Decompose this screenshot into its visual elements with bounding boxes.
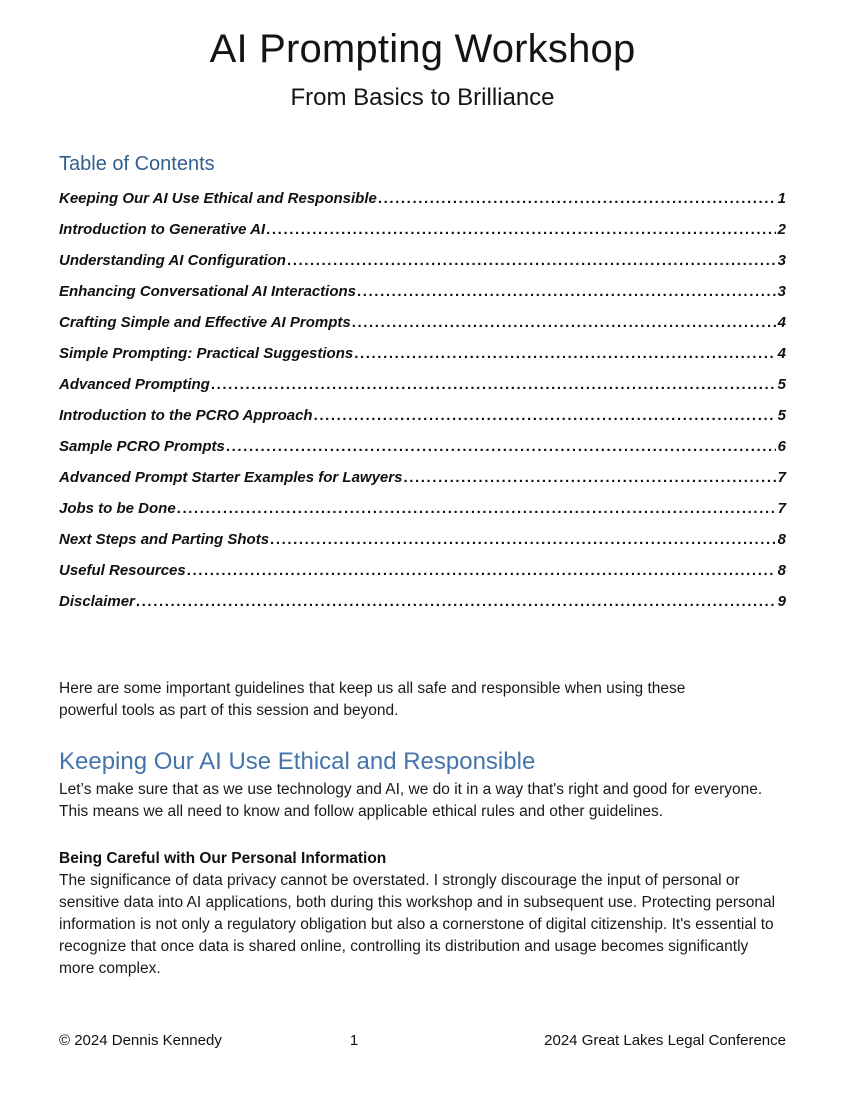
section-heading-ethical-responsible: Keeping Our AI Use Ethical and Responsible	[59, 748, 536, 775]
toc-entry-page-number: 9	[777, 593, 786, 610]
toc-entry-page-number: 8	[777, 562, 786, 579]
toc-entry-page-number: 5	[777, 407, 786, 424]
toc-dot-leader	[352, 315, 776, 330]
toc-entry-label: Keeping Our AI Use Ethical and Responsible	[59, 190, 377, 207]
toc-entry[interactable]	[59, 593, 786, 624]
toc-entry-label: Advanced Prompting	[59, 376, 210, 393]
toc-entry-page-number: 3	[777, 252, 786, 269]
toc-entry-page-number: 5	[777, 376, 786, 393]
toc-dot-leader	[378, 191, 776, 206]
toc-dot-leader	[403, 470, 776, 485]
toc-entry[interactable]	[59, 190, 786, 221]
toc-entry-label: Advanced Prompt Starter Examples for Lawyers	[59, 469, 403, 486]
toc-entry-label: Enhancing Conversational AI Interactions	[59, 283, 356, 300]
toc-dot-leader	[314, 408, 776, 423]
toc-dot-leader	[211, 377, 776, 392]
section-paragraph: Let’s make sure that as we use technology and AI, we do it in a way that's right and good for everyone. This means we all need to know and follow applicable ethical rules and other guidelines.	[59, 780, 763, 820]
toc-dot-leader	[266, 222, 776, 237]
intro-paragraph: Here are some important guidelines that keep us all safe and responsible when using these powerful tools as part of this session and beyond.	[59, 680, 686, 719]
toc-dot-leader	[357, 284, 776, 299]
toc-entry-page-number: 8	[777, 531, 786, 548]
toc-entry-page-number: 7	[777, 469, 786, 486]
toc-entry[interactable]	[59, 500, 786, 531]
toc-entry[interactable]	[59, 438, 786, 469]
table-of-contents-heading: Table of Contents	[59, 153, 215, 175]
toc-entry-label: Crafting Simple and Effective AI Prompts	[59, 314, 351, 331]
subsection-heading-personal-information: Being Careful with Our Personal Information	[59, 849, 387, 867]
toc-entry-label: Understanding AI Configuration	[59, 252, 286, 269]
toc-entry[interactable]	[59, 407, 786, 438]
toc-entry-label: Introduction to Generative AI	[59, 221, 266, 238]
toc-entry[interactable]	[59, 252, 786, 283]
toc-entry[interactable]	[59, 531, 786, 562]
toc-entry-label: Next Steps and Parting Shots	[59, 531, 270, 548]
toc-entry-page-number: 3	[777, 283, 786, 300]
table-of-contents-list	[59, 190, 786, 624]
toc-entry[interactable]	[59, 469, 786, 500]
toc-entry[interactable]	[59, 376, 786, 407]
toc-dot-leader	[226, 439, 776, 454]
toc-entry-page-number: 2	[777, 221, 786, 238]
toc-dot-leader	[177, 501, 776, 516]
toc-entry[interactable]	[59, 314, 786, 345]
toc-dot-leader	[136, 594, 776, 609]
toc-dot-leader	[287, 253, 776, 268]
toc-entry[interactable]	[59, 283, 786, 314]
toc-entry-page-number: 4	[777, 314, 786, 331]
toc-dot-leader	[270, 532, 776, 547]
toc-dot-leader	[354, 346, 776, 361]
toc-entry-label: Useful Resources	[59, 562, 186, 579]
toc-entry-label: Simple Prompting: Practical Suggestions	[59, 345, 354, 362]
document-subtitle: From Basics to Brilliance	[290, 84, 555, 111]
toc-entry-page-number: 6	[777, 438, 786, 455]
toc-entry[interactable]	[59, 221, 786, 252]
toc-entry[interactable]	[59, 562, 786, 593]
document-content	[59, 152, 786, 980]
toc-dot-leader	[187, 563, 776, 578]
document-title: AI Prompting Workshop	[209, 27, 636, 71]
toc-entry-page-number: 4	[777, 345, 786, 362]
toc-entry-page-number: 7	[777, 500, 786, 517]
subsection-paragraph: The significance of data privacy cannot be overstated. I strongly discourage the input of personal or sensitive data into AI applications, both during this workshop and in subsequent use. Protecting personal information is not only a regulatory obligation but also a cornerstone of digital citizenship. It's essential to recognize that once data is shared online, controlling its distribution and usage becomes significantly more complex.	[59, 871, 776, 977]
page-footer	[59, 1032, 786, 1049]
toc-entry[interactable]	[59, 345, 786, 376]
footer-conference: 2024 Great Lakes Legal Conference	[544, 1032, 786, 1049]
footer-copyright: © 2024 Dennis Kennedy	[59, 1032, 222, 1049]
footer-page-number: 1	[349, 1032, 359, 1049]
toc-entry-label: Introduction to the PCRO Approach	[59, 407, 313, 424]
toc-entry-label: Disclaimer	[59, 593, 135, 610]
toc-entry-label: Sample PCRO Prompts	[59, 438, 225, 455]
toc-entry-page-number: 1	[777, 190, 786, 207]
toc-entry-label: Jobs to be Done	[59, 500, 176, 517]
